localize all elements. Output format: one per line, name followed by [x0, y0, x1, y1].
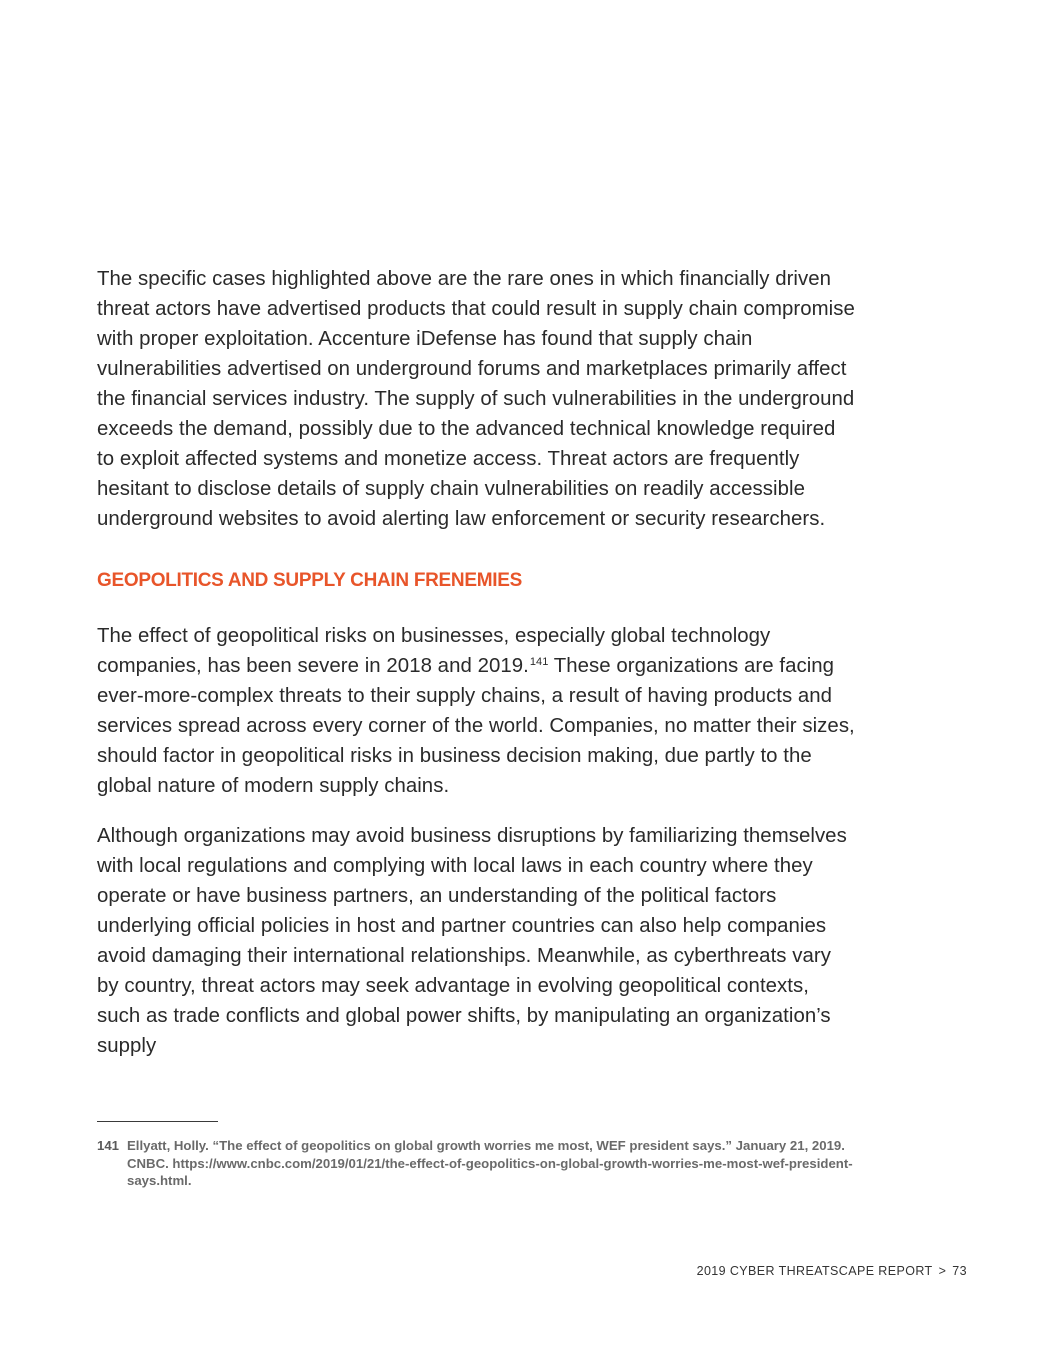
paragraph-2-text-start: The effect of geopolitical risks on businesses, especially global technology companies, has been severe in 2018 and 2019.	[97, 625, 771, 677]
footnote	[97, 1137, 857, 1190]
body-paragraph-2	[97, 621, 857, 801]
report-title: 2019 CYBER THREATSCAPE REPORT	[696, 1264, 933, 1278]
page-footer	[697, 1262, 967, 1280]
footnote-citation: Ellyatt, Holly. “The effect of geopolitics on global growth worries me most, WEF president says.” January 21, 2019. CNBC. https://www.cnbc.com/2019/01/21/the-effect-of-geopolitics-on-global-growth-worries-me-most-wef-president-says.html.	[127, 1138, 853, 1188]
footnote-divider	[97, 1121, 218, 1122]
main-content	[97, 264, 857, 1061]
paragraph-2-text-end: These organizations are facing ever-more-complex threats to their supply chains, a result of having products and services spread across every corner of the world. Companies, no matter their sizes, should factor in geopolitical risks in business decision making, due partly to the global nature of modern supply chains.	[97, 655, 855, 797]
section-heading: GEOPOLITICS AND SUPPLY CHAIN FRENEMIES	[97, 570, 522, 591]
body-paragraph-3: Although organizations may avoid business disruptions by familiarizing themselves with local regulations and complying with local laws in each country where they operate or have business partners, an understanding of the political factors underlying official policies in host and partner countries can also help companies avoid damaging their international relationships. Meanwhile, as cyberthreats vary by country, threat actors may seek advantage in evolving geopolitical contexts, such as trade conflicts and global power shifts, by manipulating an organization’s supply	[97, 825, 847, 1057]
footnote-reference-141[interactable]: 141	[529, 656, 549, 668]
page-number: 73	[952, 1264, 967, 1278]
footer-separator: >	[938, 1264, 947, 1278]
body-paragraph-1: The specific cases highlighted above are the rare ones in which financially driven threat actors have advertised products that could result in supply chain compromise with proper exploitation. Accenture iDefense has found that supply chain vulnerabilities advertised on underground forums and marketplaces primarily affect the financial services industry. The supply of such vulnerabilities in the underground exceeds the demand, possibly due to the advanced technical knowledge required to exploit affected systems and monetize access. Threat actors are frequently hesitant to disclose details of supply chain vulnerabilities on readily accessible underground websites to avoid alerting law enforcement or security researchers.	[97, 268, 855, 530]
footnote-number: 141	[97, 1138, 120, 1153]
